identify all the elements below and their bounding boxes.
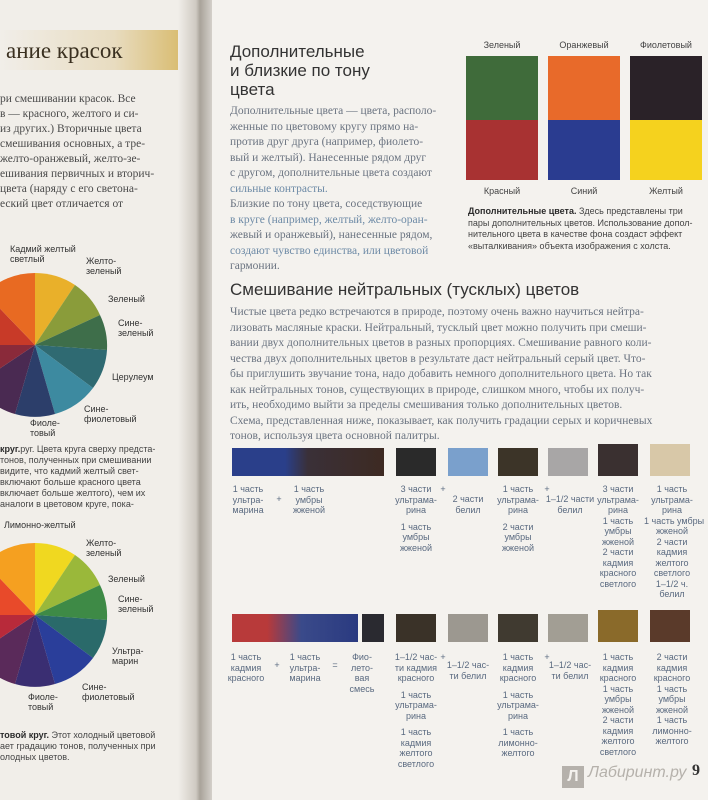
text-line: тонов, полученных при смешивании [0,455,152,465]
complement-top-label: Зеленый [483,40,521,50]
text-line: видите, что кадмий желтый свет- [0,466,139,476]
text-line: красного [499,673,537,683]
wheel2-label-yellow-green: Желто- зеленый [86,538,122,558]
text-line: еский цвет отличается от [0,198,124,210]
r1-plus-2: + [440,484,446,494]
caption-wheel1 [0,444,160,510]
complement-bottom-label: Синий [570,186,598,196]
text-line: аналоги в цветовом круге, пока- [0,499,134,509]
r1-label-f: 1–1/2 части белил [545,494,595,515]
text-line: желтого [655,736,689,746]
text-line: чества двух дополнительных цветов в результате даст нейтральный серый цвет. Что- [230,352,646,365]
r1-label-b: 1 часть умбры жженой [292,484,326,515]
section2-paragraph [230,305,652,445]
wheel1-label-blue-green: Сине- зеленый [118,318,154,338]
text-line: лимонно- [652,725,692,736]
text-line: светлого [599,746,637,757]
text-line: 1 часть [656,484,688,494]
left-paragraph [0,92,160,212]
text-line: женные по цветовому кругу прямо на- [230,120,419,133]
r2-label-e: 1–1/2 час- ти белил [446,660,490,681]
text-line: 1 часть [400,689,432,700]
text-line: рина [607,505,628,515]
text-line: 1 часть умбры [644,515,705,526]
swatch-r2-f [498,614,538,642]
swatch-r1-h [650,444,690,476]
complement-top-label: Оранжевый [559,40,609,50]
text-line: 1–1/2 час- [394,652,438,662]
swatch-r1-f [548,448,588,476]
text-line: умбры [402,532,430,542]
watermark-text: Лабиринт.ру [588,764,687,781]
text-line: Схема, представленная ниже, показывает, как получить градации серых и коричневых [230,414,653,427]
text-line: ультрама- [395,494,437,505]
right-page [212,0,708,800]
text-line: 1 часть [400,727,432,737]
text-line: бы приглушить звучание тона, надо добавить немного дополнительного цвета. Но так [230,368,652,380]
complement-top-swatch [548,56,620,120]
r2-eq: = [332,660,338,670]
wheel2-label-lemon-yellow: Лимонно-желтый [4,520,76,530]
text-line: 1 часть [502,689,534,700]
r2-label-f [492,652,544,759]
text-line: Дополнительные цвета — цвета, располо- [230,105,437,117]
text-line: тонов, используя цвета основной палитры. [230,430,440,442]
text-line: кадмия [400,737,432,748]
text-line: рина [507,505,528,515]
r1-plus-1: + [276,494,282,504]
text-line: желтого [601,736,635,746]
section2-heading: Смешивание нейтральных (тусклых) цветов [230,280,580,299]
text-line: круг.руг. Цвета круга сверху предста- [0,444,156,454]
text-line: жженой [601,704,635,715]
caption-wheel2: товой круг. Этот холодный цветовой ает градацию тонов, полученных при олодных цветов. [0,730,156,762]
text-line: лизовать масляные краски. Нейтральный, тусклый цвет можно получить при смеши- [230,321,647,334]
complement-bottom-label: Желтый [649,186,683,196]
text-line: желтого [501,748,535,758]
swatch-r1-e [498,448,538,476]
wheel1-label-yellow-green: Желто- зеленый [86,256,122,276]
text-line: как нейтральных тонов, существующих в природе, слишком много, чтобы их получ- [230,383,645,396]
complement-bottom-label: Красный [483,186,521,196]
section1-heading: Дополнительные и близкие по тону цвета [230,42,370,99]
text-line: ультрама- [497,700,539,710]
text-line: ультрама- [395,700,437,710]
text-line: 2 части [502,521,534,532]
text-line: светлого [599,578,637,589]
text-line: светлого [653,568,691,578]
text-line: кадмия [602,725,634,736]
text-line: жженой [501,542,535,553]
complement-bottom-swatch [466,120,538,180]
swatch-r2-e [448,614,488,642]
wheel1-label-green: Зеленый [108,294,145,304]
text-line: 1 часть [502,652,534,662]
text-line: умбры [604,694,632,704]
text-line: 3 части [400,484,432,494]
swatch-r2-h [598,610,638,642]
wheel1-label-blue-violet: Сине- фиолетовый [84,404,137,424]
text-line: в круге (например, желтый, желто-оран- [230,213,428,226]
r2-label-b: 1 часть ультра- марина [289,652,321,683]
r2-label-h [594,652,642,757]
warm-color-wheel [0,270,110,420]
text-line: Близкие по тону цвета, соседствующие [230,198,423,210]
swatch-r1-c [396,448,436,476]
text-line: 1–1/2 ч. [655,578,689,589]
text-line: жженой [655,526,689,536]
r1-label-c [390,484,442,553]
r1-label-h [644,484,705,600]
text-line: 2 части [602,547,634,557]
text-line: 3 части [602,484,634,494]
text-line: создают чувство единства, или цветовой [230,244,429,257]
text-line: ти кадмия [394,662,438,673]
r2-plus-2: + [440,652,446,662]
text-line: 1 часть [656,715,688,725]
text-line: умбры [658,694,686,704]
text-line: 2 части [602,715,634,725]
text-line: цвета (наряду с его светона- [0,183,138,195]
complement-top-label: Фиолетовый [640,40,692,50]
text-line: жженой [601,536,635,547]
wheel2-label-violet: Фиоле- товый [28,692,58,712]
text-line: вании двух дополнительных цветов в разных пропорциях. Смешивание равного коли- [230,337,652,349]
text-line: красного [397,673,435,683]
text-line: против друг друга (например, фиолето- [230,136,424,148]
text-line: рина [507,710,528,721]
r1-label-e [492,484,544,553]
text-line: сильные контрасты. [230,182,328,195]
text-line: умбры [604,526,632,536]
swatch-r2-i [650,610,690,642]
text-line: ри смешивании красок. Все [0,93,136,105]
text-line: кадмия [656,662,688,673]
r2-plus-3: + [544,652,550,662]
complement-bottom-swatch [548,120,620,180]
text-line: 1 часть [602,515,634,526]
r2-plus-1: + [274,660,280,670]
text-line: включает больше желтого), чем их [0,488,146,498]
text-line: 1 часть [602,652,634,662]
caption-bold: круг. [0,444,21,454]
wheel2-label-blue-green: Сине- зеленый [118,594,154,614]
text-line: лимонно- [498,737,538,748]
wheel2-label-green: Зеленый [108,574,145,584]
text-line: кадмия [602,557,634,568]
cool-color-wheel [0,540,110,690]
wheel2-label-ultramarine: Ультра- марин [112,646,144,666]
text-line: рина [405,505,426,515]
swatch-red-ultramarine-mix [232,614,358,642]
left-page [0,0,190,800]
text-line: жженой [399,542,433,553]
wheel1-label-cad-yellow: Кадмий желтый светлый [10,244,76,264]
r2-label-d [390,652,442,769]
text-line: 1 часть [400,521,432,532]
r1-label-a: 1 часть ультра- марина [232,484,264,515]
text-line: смешивания основных, а тре- [0,138,146,150]
text-line: рина [405,710,426,721]
text-line: ешивания первичных и вторич- [0,168,155,180]
text-line: ить, необходимо выйти за пределы смешивания только дополнительных цветов. [230,399,623,411]
text-line: кадмия [502,662,534,673]
left-page-title: ание красок [6,38,123,63]
text-line: 2 части [656,652,688,662]
r1-label-d: 2 части белил [452,494,484,515]
wheel1-label-cerulean: Церулеум [112,372,154,382]
swatch-r1-g [598,444,638,476]
text-line: кадмия [656,547,688,557]
text-line: желто-оранжевый, желто-зе- [0,153,141,165]
text-line: жженой [655,704,689,715]
r2-label-a: 1 часть кадмия красного [227,652,265,683]
text-line: ультрама- [651,494,693,505]
complement-bottom-swatch [630,120,702,180]
text-line: кадмия [602,662,634,673]
text-line: красного [599,673,637,683]
text-line: включают больше красного цвета [0,477,141,487]
text-line: 1 часть [502,727,534,737]
wheel2-label-blue-violet: Сине- фиолетовый [82,682,135,702]
text-line: из других.) Вторичные цвета [0,123,142,135]
page-number: 9 [692,762,700,779]
complement-top-swatch [630,56,702,120]
complement-top-swatch [466,56,538,120]
section1-paragraph [230,104,436,275]
text-line: вый и желтый). Нанесенные рядом друг [230,151,427,164]
text-line: умбры [504,532,532,542]
text-line: 1 часть [502,484,534,494]
text-line: 1 часть [602,683,634,694]
swatch-r2-d [396,614,436,642]
text-line: ультрама- [497,494,539,505]
text-line: ультрама- [597,494,639,505]
text-line: белил [659,589,685,599]
swatch-r2-g [548,614,588,642]
swatch-r1-d [448,448,488,476]
text-line: красного [653,673,691,683]
swatch-r2-c [362,614,384,642]
text-line: светлого [397,758,435,769]
r1-label-g [594,484,642,589]
watermark-logo-icon: Л [562,766,584,788]
r2-label-c: Фио- лето- вая смесь [349,652,375,694]
text-line: в — красного, желтого и си- [0,108,139,120]
text-line: 1 часть [656,683,688,694]
text-line: рина [661,505,682,515]
wheel1-label-violet: Фиоле- товый [30,418,60,438]
text-line: Чистые цвета редко встречаются в природе, поэтому очень важно научиться нейтра- [230,306,644,318]
text-line: гармонии. [230,260,280,272]
r2-label-g: 1–1/2 час- ти белил [548,660,592,681]
text-line: желтого [655,557,689,568]
text-line: 2 части [656,536,688,547]
swatch-ultramarine-umber-mix [232,448,384,476]
r1-plus-3: + [544,484,550,494]
text-line: жевый и оранжевый), нанесенные рядом, [230,229,433,241]
text-line: с другом, дополнительные цвета создают [230,167,432,179]
r2-label-i [644,652,700,747]
text-line: желтого [399,748,433,758]
complement-caption: Дополнительные цвета. Здесь представлены три пары дополнительных цветов. Использование допол- нительного цвета в качестве фона создаст эффект «выталкивания» объекта изображения с холста. [468,206,693,251]
text-line: красного [599,568,637,578]
